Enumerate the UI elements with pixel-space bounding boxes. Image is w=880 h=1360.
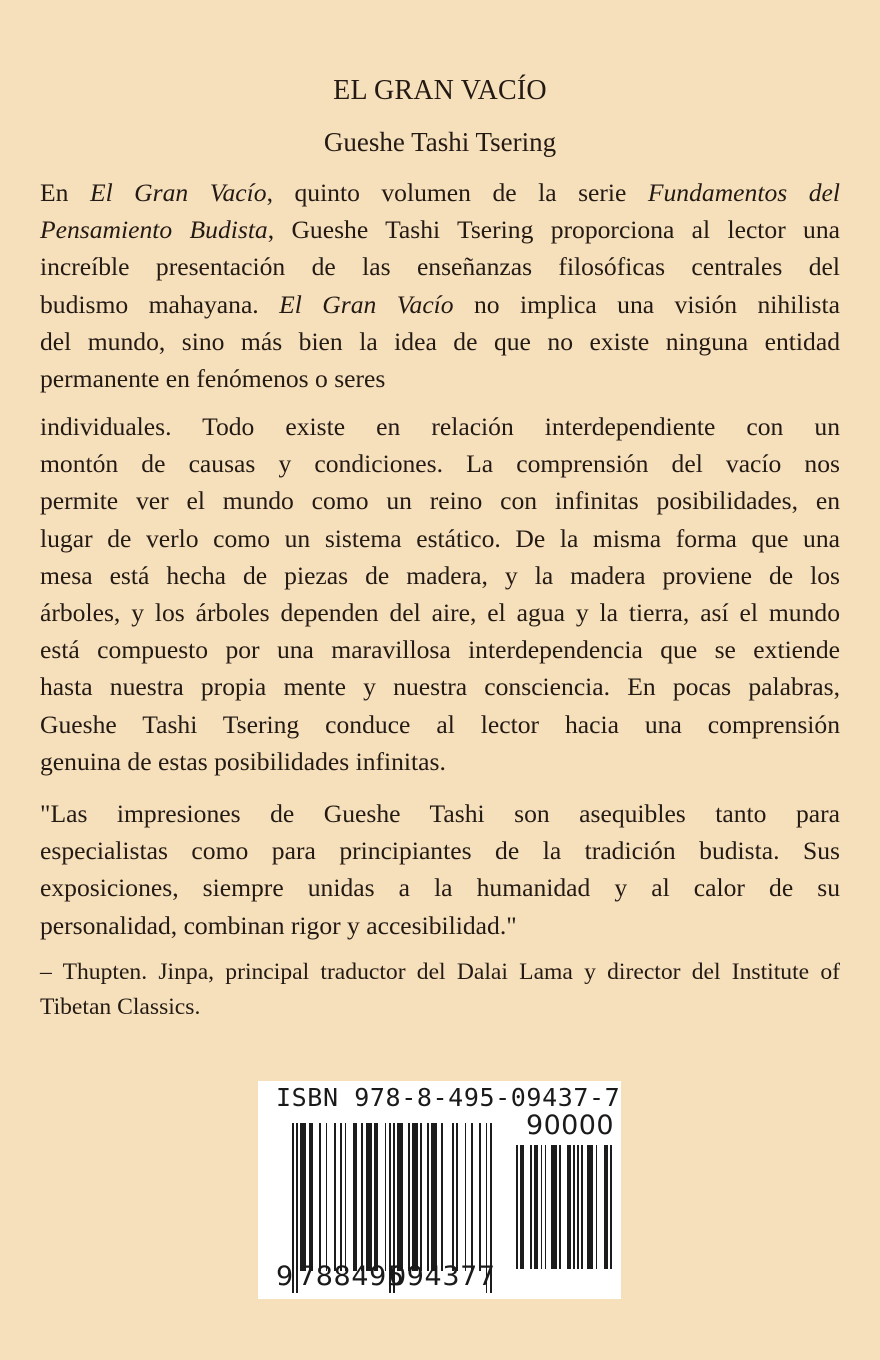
addon-bar <box>567 1145 571 1269</box>
addon-bar <box>604 1145 608 1269</box>
isbn-barcode <box>258 1081 621 1299</box>
text-line: especialistas como para principiantes de la tradición budista. Sus <box>40 836 840 866</box>
addon-bars <box>516 1145 612 1269</box>
text-line: – Thupten. Jinpa, principal traductor del Dalai Lama y director del Institute of <box>40 959 840 985</box>
book-author: Gueshe Tashi Tsering <box>323 127 557 157</box>
description-paragraph-2 <box>40 408 840 780</box>
text-line: "Las impresiones de Gueshe Tashi son asequibles tanto para <box>40 799 840 828</box>
barcode-bar <box>366 1123 372 1271</box>
text-line: permite ver el mundo como un reino con infinitas posibilidades, en <box>40 486 840 516</box>
barcode-bar <box>326 1123 328 1271</box>
barcode-bar <box>441 1123 443 1271</box>
barcode-bar <box>465 1123 467 1271</box>
text-line: está compuesto por una maravillosa interdependencia que se extiende <box>40 635 840 665</box>
barcode-bar <box>334 1123 336 1271</box>
barcode-bar <box>353 1123 357 1271</box>
addon-bar <box>541 1145 543 1269</box>
isbn-label: ISBN 978-8-495-09437-7 <box>276 1083 621 1112</box>
barcode-bar <box>456 1123 458 1271</box>
barcode-bar <box>361 1123 363 1271</box>
text-line: exposiciones, siempre unidas a la humanidad y al calor de su <box>40 873 840 903</box>
barcode-bar <box>374 1123 378 1271</box>
addon-bar <box>596 1145 598 1269</box>
barcode-bar <box>319 1123 321 1271</box>
addon-bar <box>530 1145 532 1269</box>
book-title: EL GRAN VACÍO <box>333 75 547 106</box>
barcode-bar <box>408 1123 410 1271</box>
barcode-bar <box>431 1123 437 1271</box>
text-line: personalidad, combinan rigor y accesibilidad." <box>40 910 517 940</box>
addon-bar <box>573 1145 575 1269</box>
text-line: Tibetan Classics. <box>40 994 201 1020</box>
barcode-bar <box>471 1123 473 1271</box>
barcode-bar <box>345 1123 347 1271</box>
barcode-bar <box>452 1123 454 1271</box>
text-line: Pensamiento Budista, Gueshe Tashi Tsering proporciona al lector una <box>40 215 841 245</box>
barcode-bar <box>340 1123 342 1271</box>
text-line: del mundo, sino más bien la idea de que no existe ninguna entidad <box>40 326 840 356</box>
quote-attribution <box>40 955 840 1025</box>
text-line: En El Gran Vacío, quinto volumen de la serie Fundamentos del <box>40 178 840 207</box>
text-line: budismo mahayana. El Gran Vacío no implica una visión nihilista <box>40 289 840 319</box>
text-line: montón de causas y condiciones. La comprensión del vacío nos <box>40 449 840 479</box>
addon-bar <box>551 1145 557 1269</box>
barcode-bar <box>300 1123 306 1271</box>
text-line: hasta nuestra propia mente y nuestra consciencia. En pocas palabras, <box>40 672 840 702</box>
text-line: mesa está hecha de piezas de madera, y la madera proviene de los <box>40 560 840 590</box>
price-code: 90000 <box>526 1110 614 1141</box>
text-line: genuina de estas posibilidades infinitas. <box>40 746 446 776</box>
text-line: individuales. Todo existe en relación interdependiente con un <box>40 412 840 441</box>
ean-left-group: 788495 <box>298 1261 405 1292</box>
addon-bar <box>520 1145 524 1269</box>
barcode-bar <box>427 1123 429 1271</box>
text-line: árboles, y los árboles dependen del aire, el agua y la tierra, así el mundo <box>40 597 840 627</box>
description-paragraph-1 <box>40 174 840 397</box>
barcode-bar <box>385 1123 387 1271</box>
barcode-bar <box>479 1123 481 1271</box>
addon-bar <box>534 1145 538 1269</box>
text-line: Gueshe Tashi Tsering conduce al lector hacia una comprensión <box>40 709 840 739</box>
barcode-bar <box>309 1123 313 1271</box>
text-line: increíble presentación de las enseñanzas filosóficas centrales del <box>40 252 840 282</box>
barcode-bar <box>412 1123 418 1271</box>
addon-bar <box>559 1145 561 1269</box>
barcode-bar <box>420 1123 422 1271</box>
text-line: lugar de verlo como un sistema estático. De la misma forma que una <box>40 523 840 553</box>
addon-bar <box>577 1145 579 1269</box>
ean-first-digit: 9 <box>276 1261 294 1292</box>
addon-bar <box>545 1145 547 1269</box>
ean-right-group: 094377 <box>389 1261 496 1292</box>
addon-bar <box>581 1145 583 1269</box>
text-line: permanente en fenómenos o seres <box>40 363 386 393</box>
barcode-bar <box>397 1123 403 1271</box>
addon-bar <box>587 1145 593 1269</box>
addon-bar <box>516 1145 518 1269</box>
addon-bar <box>610 1145 612 1269</box>
blurb-quote <box>40 795 840 944</box>
